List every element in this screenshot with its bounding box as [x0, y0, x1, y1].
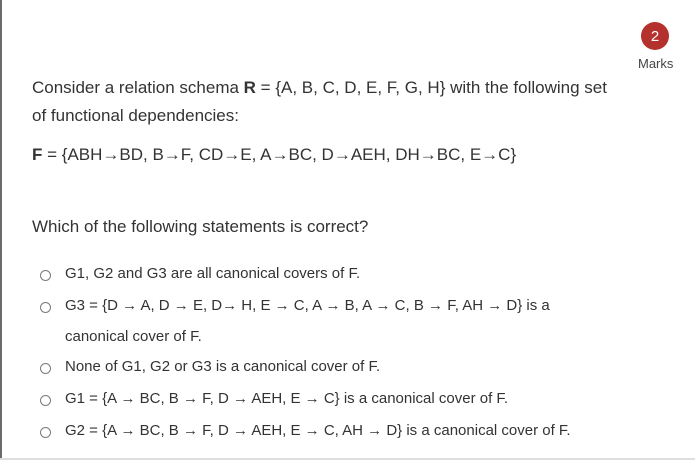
- schema-symbol: R: [243, 78, 256, 97]
- fd-symbol: F: [32, 145, 43, 164]
- marks-label: Marks: [638, 56, 674, 71]
- answer-option-2[interactable]: [40, 298, 600, 352]
- question-text: [32, 74, 612, 130]
- option-label: G2 = {A → BC, B → F, D → AEH, E → C, AH → D} is a canonical cover of F.: [65, 422, 571, 439]
- option-label: G3 = {D → A, D → E, D→ H, E → C, A → B, A → C, B → F, AH → D} is a canonical cover of F.: [65, 297, 550, 345]
- question-intro: Consider a relation schema: [32, 78, 244, 97]
- option-label: G1, G2 and G3 are all canonical covers of F.: [65, 265, 361, 282]
- radio-button[interactable]: [40, 395, 51, 406]
- radio-button[interactable]: [40, 363, 51, 374]
- question-prompt: Which of the following statements is correct?: [32, 217, 369, 236]
- left-border: [0, 0, 2, 458]
- functional-dependencies: [32, 141, 516, 169]
- schema-definition: = {A, B, C, D, E, F, G, H} with the following set of functional dependencies:: [32, 78, 607, 125]
- marks-value: 2: [650, 27, 660, 45]
- answer-option-1[interactable]: [40, 266, 360, 289]
- marks-badge: [641, 22, 669, 50]
- answer-option-5[interactable]: [40, 423, 571, 446]
- radio-button[interactable]: [40, 302, 51, 313]
- radio-button[interactable]: [40, 270, 51, 281]
- fd-set: = {ABH→BD, B→F, CD→E, A→BC, D→AEH, DH→BC, E→C}: [42, 145, 517, 164]
- option-label: G1 = {A → BC, B → F, D → AEH, E → C} is a canonical cover of F.: [65, 390, 509, 407]
- answer-option-4[interactable]: [40, 391, 508, 414]
- bottom-divider: [0, 458, 695, 460]
- answer-option-3[interactable]: [40, 359, 380, 382]
- option-label: None of G1, G2 or G3 is a canonical cover of F.: [65, 358, 381, 375]
- radio-button[interactable]: [40, 427, 51, 438]
